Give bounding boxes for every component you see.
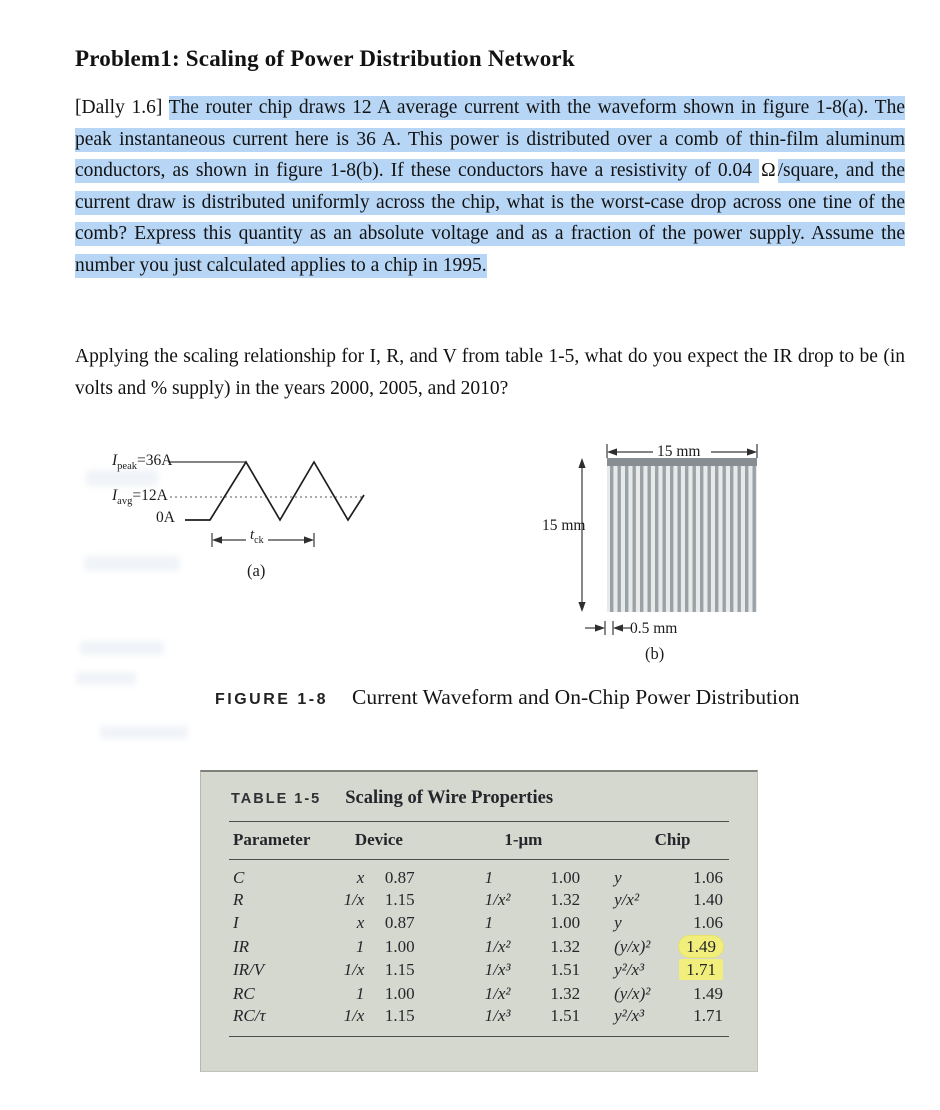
comb-left-dimension-label: 15 mm (542, 517, 586, 534)
scan-artifact (80, 641, 164, 655)
peak-value: =36A (137, 452, 173, 469)
scaling-table-body (229, 860, 729, 1037)
one-micron-scale-value: 1.32 (550, 936, 581, 956)
table-row (229, 935, 729, 959)
marker-highlighted-value: 1.71 (679, 959, 723, 980)
right-arrow-icon (304, 536, 314, 543)
device-scale-value: 0.87 (384, 913, 415, 933)
comb-tines (607, 465, 757, 612)
peak-current-label (112, 452, 172, 472)
table-row (229, 860, 729, 889)
chip-scale-expr: (y/x)² (614, 983, 651, 1003)
question-paragraph: Applying the scaling relationship for I, R, and V from table 1-5, what do you expect the IR drop to be (in volts and % supply) in the years 2000, 2005, and 2010? (75, 346, 905, 399)
chip-scale-expr: y²/x³ (614, 1005, 645, 1025)
table-row (229, 982, 729, 1006)
device-scale-expr: 1/x (343, 960, 365, 980)
table-title: Scaling of Wire Properties (345, 788, 554, 808)
problem-statement-paragraph (75, 92, 905, 281)
device-scale-expr: 1 (355, 936, 365, 956)
selected-text-2: /square, and the current draw is distributed uniformly across the chip, what is the worst-case drop across one tine of the comb? Express this quantity as an absolute voltage and as a fraction of the power supply. Assume the number you just calculated applies to a chip in 1995. (75, 160, 905, 276)
device-scale-expr: 1/x (343, 1005, 365, 1025)
parameter-cell: RC/τ (233, 1005, 266, 1025)
device-scale-value: 0.87 (384, 868, 415, 887)
chip-scale-expr: y (614, 913, 622, 933)
down-arrow-icon (578, 602, 585, 612)
device-scale-value: 1.15 (384, 889, 415, 909)
one-micron-scale-expr: 1 (484, 913, 494, 933)
tine-width-label: 0.5 mm (630, 620, 678, 637)
scan-artifact (76, 672, 136, 685)
subfigure-a-label: (a) (247, 561, 266, 580)
one-micron-scale-expr: 1/x³ (484, 1005, 511, 1025)
one-micron-scale-value: 1.00 (550, 868, 581, 887)
chip-scale-value (679, 959, 729, 983)
chip-scale-value: 1.06 (693, 913, 723, 933)
parameter-cell: C (233, 868, 245, 887)
col-header-chip: Chip (586, 822, 729, 860)
chip-scale-expr: (y/x)² (614, 936, 651, 956)
scan-artifact (86, 470, 158, 486)
current-waveform-trace (185, 462, 364, 520)
table-row (229, 912, 729, 936)
citation-label: [Dally 1.6] (75, 97, 169, 118)
device-scale-expr: x (356, 868, 365, 887)
table-row (229, 959, 729, 983)
average-current-label (112, 487, 168, 507)
one-micron-scale-value: 1.00 (550, 913, 581, 933)
col-header-parameter: Parameter (229, 822, 337, 860)
one-micron-scale-value: 1.51 (550, 1005, 581, 1025)
tck-symbol: t (250, 527, 255, 543)
parameter-cell: IR (233, 936, 250, 956)
device-scale-expr: x (356, 913, 365, 933)
chip-scale-expr: y (614, 868, 622, 887)
chip-scale-value: 1.71 (693, 1005, 723, 1025)
left-arrow-icon (212, 536, 222, 543)
up-arrow-icon (578, 458, 585, 468)
right-arrow-icon (747, 448, 757, 455)
avg-value: =12A (132, 487, 168, 504)
parameter-cell: I (233, 913, 239, 933)
table-title-row (201, 772, 757, 809)
chip-scale-expr: y/x² (614, 889, 640, 909)
one-micron-scale-expr: 1/x² (484, 936, 511, 956)
clock-period-label (246, 527, 268, 546)
chip-scale-value: 1.06 (693, 868, 723, 887)
one-micron-scale-value: 1.51 (550, 960, 581, 980)
peak-symbol: I (112, 452, 118, 469)
selected-text-1: The router chip draws 12 A average current with the waveform shown in figure 1-8(a). The peak instantaneous current here is 36 A. This power is distributed over a comb of thin-film aluminum conductors, as shown in figure 1-8(b). If these conductors have a resistivity of 0.04 (75, 97, 905, 181)
one-micron-scale-value: 1.32 (550, 983, 581, 1003)
one-micron-scale-expr: 1 (484, 868, 494, 887)
waveform-plot (160, 448, 380, 573)
one-micron-scale-expr: 1/x³ (484, 960, 511, 980)
omega-symbol: Ω (761, 160, 776, 181)
chip-scale-value: 1.40 (693, 889, 723, 909)
comb-top-dimension-label: 15 mm (657, 443, 701, 460)
col-header-1um: 1-μm (421, 822, 587, 860)
chip-scale-value: 1.49 (693, 983, 723, 1003)
col-header-device: Device (337, 822, 420, 860)
left-height-dimension (578, 458, 585, 612)
right-arrow-icon (595, 624, 605, 631)
one-micron-scale-value: 1.32 (550, 889, 581, 909)
figure-caption (215, 685, 915, 710)
parameter-cell: IR/V (233, 960, 265, 980)
table-label: TABLE 1-5 (231, 791, 322, 807)
tck-subscript: ck (254, 535, 264, 546)
figure-caption-text: Current Waveform and On-Chip Power Distribution (352, 685, 800, 709)
scaling-table (229, 821, 729, 1037)
device-scale-expr: 1 (355, 983, 365, 1003)
device-scale-value: 1.00 (384, 983, 415, 1003)
zero-current-label: 0A (156, 509, 175, 526)
one-micron-scale-expr: 1/x² (484, 889, 511, 909)
left-arrow-icon (607, 448, 617, 455)
one-micron-scale-expr: 1/x² (484, 983, 511, 1003)
parameter-cell: RC (233, 983, 255, 1003)
avg-subscript: avg (117, 496, 133, 508)
device-scale-value: 1.00 (384, 936, 415, 956)
subfigure-b-label: (b) (645, 644, 665, 663)
figure-caption-label: FIGURE 1-8 (215, 691, 329, 708)
left-arrow-icon (613, 624, 623, 631)
device-scale-value: 1.15 (384, 960, 415, 980)
chip-scale-expr: y²/x³ (614, 960, 645, 980)
tine-width-dimension (585, 621, 632, 635)
avg-symbol: I (112, 487, 118, 504)
page-title: Problem1: Scaling of Power Distribution Network (75, 46, 575, 71)
device-scale-value: 1.15 (384, 1005, 415, 1025)
marker-highlighted-value: 1.49 (679, 936, 723, 957)
table-header-row (229, 822, 729, 860)
device-scale-expr: 1/x (343, 889, 365, 909)
parameter-cell: R (233, 889, 244, 909)
peak-subscript: peak (117, 461, 137, 473)
table-row (229, 888, 729, 912)
scan-artifact (100, 726, 188, 739)
table-1-5-scan (200, 770, 758, 1072)
chip-scale-value (679, 935, 729, 959)
table-row (229, 1006, 729, 1037)
